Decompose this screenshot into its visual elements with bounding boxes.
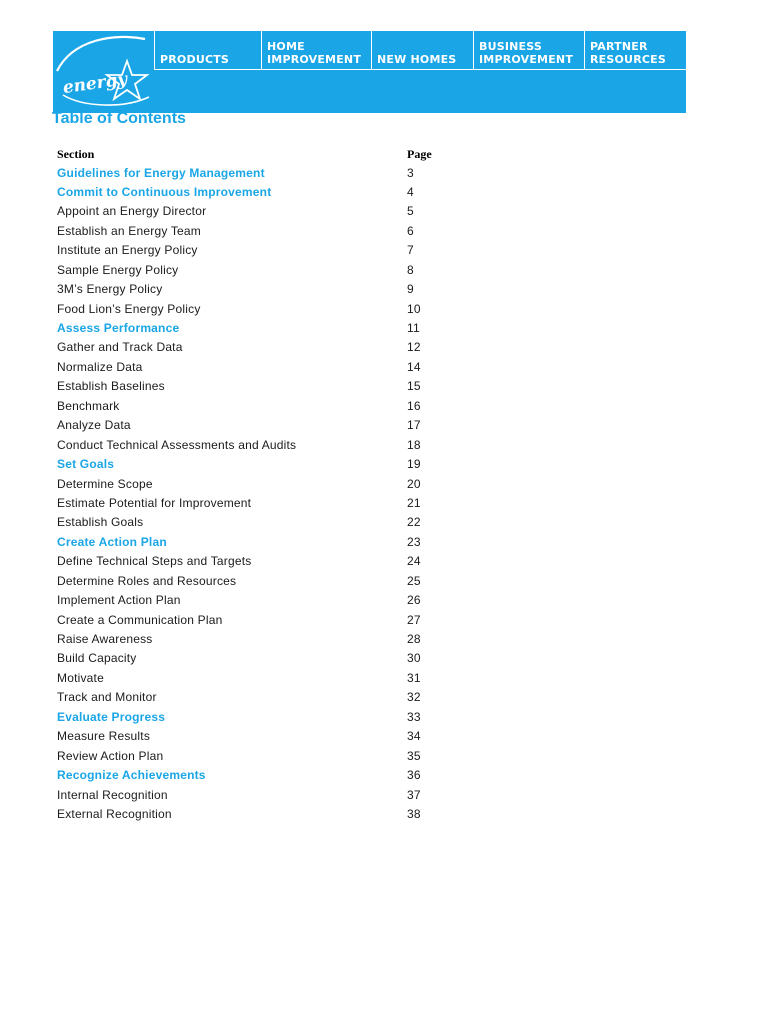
toc-entry-title: Establish an Energy Team [57,223,201,238]
toc-heading-row[interactable] [0,319,768,338]
toc-page-number: 31 [407,670,421,685]
nav-partner-resources[interactable] [584,31,686,69]
toc-entry-row [0,552,768,571]
toc-entry-row [0,338,768,357]
toc-entry-title: Food Lion’s Energy Policy [57,301,201,316]
toc-entry-title: Establish Baselines [57,379,165,394]
nav-business-improvement-line2: IMPROVEMENT [479,53,574,66]
toc-page-number: 25 [407,573,421,588]
toc-page-number: 27 [407,612,421,627]
toc-entry-row [0,649,768,668]
toc-heading-link[interactable]: Evaluate Progress [57,709,166,724]
nav-products[interactable] [154,31,261,69]
energy-star-logo[interactable] [53,31,154,113]
nav-home-improvement[interactable] [261,31,371,69]
toc-heading-row[interactable] [0,708,768,727]
toc-page-number: 7 [407,243,414,258]
energy-star-banner [53,31,686,113]
toc-entry-row [0,688,768,707]
toc-entry-row [0,222,768,241]
toc-page-number: 16 [407,398,421,413]
toc-page-number: 34 [407,729,421,744]
toc-entry-title: Gather and Track Data [57,340,183,355]
toc-page-number: 22 [407,515,421,530]
toc-page-number: 32 [407,690,421,705]
toc-heading-link[interactable]: Recognize Achievements [57,768,206,783]
toc-entry-title: Appoint an Energy Director [57,204,207,219]
toc-entry-title: Track and Monitor [57,690,157,705]
section-column-header: Section [57,147,95,161]
toc-list [0,164,768,825]
toc-page-number: 14 [407,359,421,374]
toc-entry-row [0,358,768,377]
toc-page-number: 33 [407,709,421,724]
toc-entry-title: Establish Goals [57,515,144,530]
toc-page-number: 15 [407,379,421,394]
toc-entry-title: Normalize Data [57,359,143,374]
toc-entry-title: 3M’s Energy Policy [57,282,163,297]
toc-entry-title: Determine Roles and Resources [57,573,237,588]
toc-heading-row[interactable] [0,766,768,785]
toc-entry-title: Institute an Energy Policy [57,243,198,258]
toc-heading-link[interactable]: Set Goals [57,457,115,472]
toc-entry-row [0,416,768,435]
toc-heading-row[interactable] [0,164,768,183]
toc-entry-row [0,747,768,766]
toc-page-number: 37 [407,787,421,802]
toc-entry-title: Measure Results [57,729,151,744]
toc-entry-row [0,727,768,746]
toc-heading-row[interactable] [0,183,768,202]
toc-entry-row [0,630,768,649]
toc-page-number: 3 [407,165,414,180]
toc-page-number: 36 [407,768,421,783]
toc-entry-row [0,377,768,396]
toc-heading-link[interactable]: Assess Performance [57,321,180,335]
toc-page-number: 18 [407,437,421,452]
toc-entry-title: Analyze Data [57,418,131,433]
toc-page-number: 11 [407,321,420,335]
toc-heading-link[interactable]: Guidelines for Energy Management [57,165,265,180]
toc-entry-row [0,572,768,591]
nav-partner-resources-line2: RESOURCES [590,53,666,66]
toc-entry-row [0,241,768,260]
toc-entry-row [0,280,768,299]
toc-entry-title: Create a Communication Plan [57,612,223,627]
nav-home-improvement-line2: IMPROVEMENT [267,53,362,66]
toc-entry-title: Estimate Potential for Improvement [57,495,252,510]
toc-page-number: 12 [407,340,421,355]
toc-page-number: 21 [407,495,421,510]
toc-heading-row[interactable] [0,455,768,474]
toc-page-number: 23 [407,534,421,549]
toc-entry-row [0,591,768,610]
nav-business-improvement-line1: BUSINESS [479,40,543,53]
toc-entry-row [0,786,768,805]
nav-underline [154,69,686,70]
toc-page-number: 9 [407,282,414,297]
toc-page-number: 6 [407,223,414,238]
toc-entry-row [0,805,768,824]
toc-entry-row [0,669,768,688]
toc-entry-row [0,513,768,532]
toc-entry-title: Implement Action Plan [57,593,181,608]
toc-entry-title: Internal Recognition [57,787,168,802]
toc-page-number: 35 [407,748,421,763]
toc-page-number: 17 [407,418,421,433]
toc-entry-title: Conduct Technical Assessments and Audits [57,437,297,452]
toc-entry-title: Raise Awareness [57,632,153,646]
toc-page-number: 30 [407,651,421,666]
toc-page-number: 26 [407,593,421,608]
toc-entry-row [0,300,768,319]
energy-star-icon [53,31,154,113]
toc-page-number: 24 [407,554,421,569]
toc-page-number: 5 [407,204,414,219]
toc-entry-title: External Recognition [57,806,172,821]
toc-entry-title: Build Capacity [57,651,137,666]
nav-home-improvement-line1: HOME [267,40,305,53]
toc-entry-title: Motivate [57,670,104,685]
toc-page-number: 38 [407,806,421,821]
nav-new-homes-label: NEW HOMES [377,53,457,66]
toc-entry-row [0,436,768,455]
toc-page-number: 10 [407,301,421,316]
nav-new-homes[interactable] [371,31,473,69]
toc-entry-title: Define Technical Steps and Targets [57,554,252,569]
toc-heading-row[interactable] [0,533,768,552]
toc-page-number: 28 [407,632,421,646]
toc-entry-row [0,494,768,513]
toc-title: Table of Contents [52,110,186,127]
toc-page-number: 20 [407,476,421,491]
toc-entry-title: Benchmark [57,398,120,413]
toc-entry-title: Sample Energy Policy [57,262,179,277]
toc-entry-title: Review Action Plan [57,748,164,763]
nav-products-label: PRODUCTS [160,53,230,66]
toc-page-number: 4 [407,184,414,199]
toc-entry-row [0,261,768,280]
nav-business-improvement[interactable] [473,31,584,69]
toc-heading-link[interactable]: Commit to Continuous Improvement [57,184,272,199]
toc-entry-row [0,611,768,630]
toc-page-number: 8 [407,262,414,277]
logo-wordmark: energy [61,69,129,99]
toc-entry-title: Determine Scope [57,476,153,491]
toc-entry-row [0,397,768,416]
toc-entry-row [0,202,768,221]
page-column-header: Page [407,147,432,161]
nav-partner-resources-line1: PARTNER [590,40,648,53]
toc-page-number: 19 [407,457,421,472]
toc-heading-link[interactable]: Create Action Plan [57,534,167,549]
toc-entry-row [0,475,768,494]
